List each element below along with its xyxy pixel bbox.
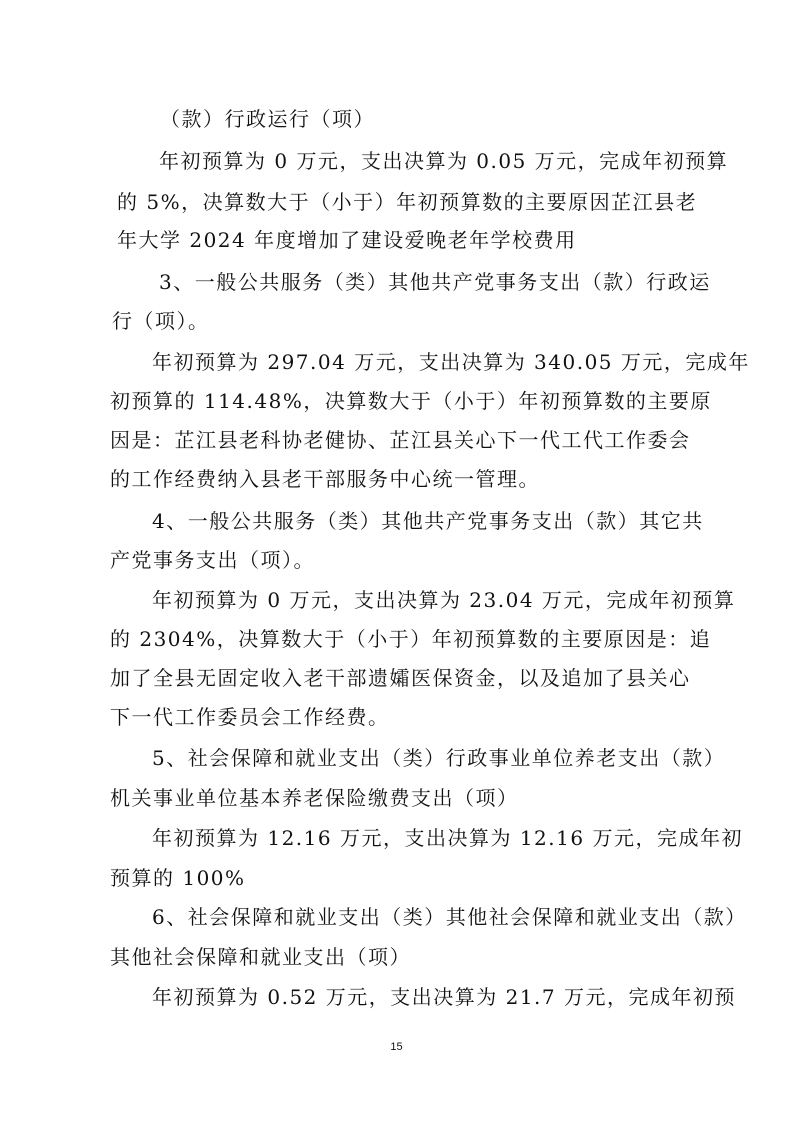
text-line-13: 年初预算为 0 万元，支出决算为 23.04 万元，完成年初预算	[152, 588, 736, 612]
text-line-22: 其他社会保障和就业支出（项）	[110, 945, 411, 969]
text-line-14: 的 2304%，决算数大于（小于）年初预算数的主要原因是：追	[110, 627, 712, 651]
text-line-4: 年大学 2024 年度增加了建设爱晚老年学校费用	[117, 228, 577, 252]
text-line-17: 5、社会保障和就业支出（类）行政事业单位养老支出（款）	[152, 746, 726, 770]
text-line-18: 机关事业单位基本养老保险缴费支出（项）	[110, 786, 519, 810]
text-line-12: 产党事务支出（项）。	[110, 548, 315, 572]
text-line-1: （款）行政运行（项）	[160, 107, 375, 131]
text-line-10: 的工作经费纳入县老干部服务中心统一管理。	[110, 467, 540, 491]
text-line-15: 加了全县无固定收入老干部遗孀医保资金，以及追加了县关心	[110, 666, 691, 690]
text-line-3: 的 5%，决算数大于（小于）年初预算数的主要原因芷江县老	[117, 190, 698, 214]
text-line-23: 年初预算为 0.52 万元，支出决算为 21.7 万元，完成年初预	[152, 985, 736, 1009]
text-line-6: 行（项）。	[112, 309, 210, 333]
text-line-9: 因是：芷江县老科协老健协、芷江县关心下一代工代工作委会	[110, 428, 691, 452]
text-line-16: 下一代工作委员会工作经费。	[110, 705, 390, 729]
text-line-11: 4、一般公共服务（类）其他共产党事务支出（款）其它共	[152, 509, 704, 533]
text-line-7: 年初预算为 297.04 万元，支出决算为 340.05 万元，完成年	[152, 350, 750, 374]
text-line-20: 预算的 100%	[110, 866, 246, 890]
page-number: 15	[390, 1041, 403, 1053]
text-line-8: 初预算的 114.48%，决算数大于（小于）年初预算数的主要原	[110, 389, 712, 413]
text-line-5: 3、一般公共服务（类）其他共产党事务支出（款）行政运	[159, 270, 711, 294]
text-line-19: 年初预算为 12.16 万元，支出决算为 12.16 万元，完成年初	[152, 826, 743, 850]
text-line-21: 6、社会保障和就业支出（类）其他社会保障和就业支出（款）	[152, 905, 747, 929]
text-line-2: 年初预算为 0 万元，支出决算为 0.05 万元，完成年初预算	[159, 149, 729, 173]
